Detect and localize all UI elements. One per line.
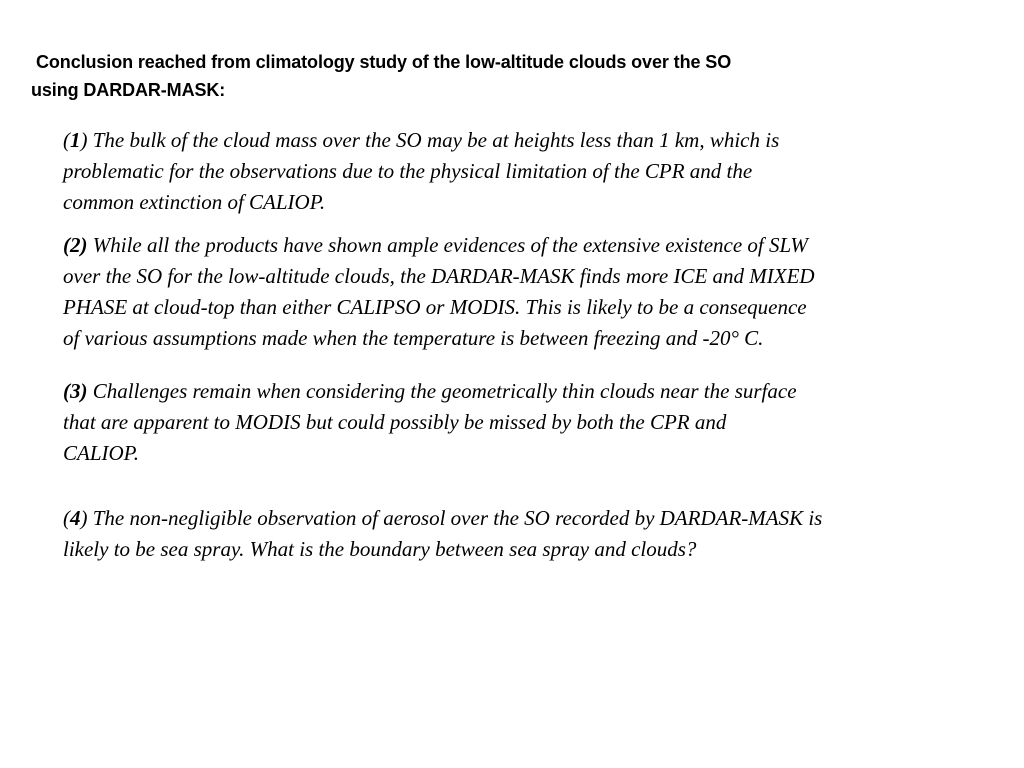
point-4-number: 4 (70, 506, 81, 530)
point-1-open-paren: ( (63, 128, 70, 152)
conclusion-point-2 (63, 230, 998, 354)
slide-title-line-1: Conclusion reached from climatology study of the low-altitude clouds over the SO (36, 52, 732, 72)
point-4-text-line: The non-negligible observation of aerosol over the SO recorded by DARDAR-MASK is (87, 506, 823, 530)
point-2-line-4: of various assumptions made when the temperature is between freezing and -20° C. (63, 326, 764, 350)
point-1-line-3: common extinction of CALIOP. (63, 190, 326, 214)
point-1-line-1 (63, 125, 998, 156)
point-4-open-paren: ( (63, 506, 70, 530)
point-2-open-paren: ( (63, 233, 70, 257)
slide-title-line-2: using DARDAR-MASK: (31, 80, 226, 100)
point-3-number: 3 (70, 379, 81, 403)
point-1-line-2: problematic for the observations due to the physical limitation of the CPR and the (63, 159, 753, 183)
point-1-text-line: The bulk of the cloud mass over the SO may be at heights less than 1 km, which is (87, 128, 780, 152)
point-2-line-3: PHASE at cloud-top than either CALIPSO or MODIS. This is likely to be a consequence (63, 295, 807, 319)
point-2-text-line: While all the products have shown ample evidences of the extensive existence of SLW (87, 233, 808, 257)
point-2-line-2: over the SO for the low-altitude clouds, the DARDAR-MASK finds more ICE and MIXED (63, 264, 815, 288)
point-2-line-1 (63, 230, 998, 261)
conclusion-point-3 (63, 376, 998, 469)
conclusion-point-4 (63, 503, 998, 565)
point-3-text-line: Challenges remain when considering the geometrically thin clouds near the surface (87, 379, 797, 403)
point-3-line-3: CALIOP. (63, 441, 140, 465)
point-3-close-paren: ) (80, 379, 88, 403)
point-2-close-paren: ) (80, 233, 88, 257)
point-1-number: 1 (70, 128, 81, 152)
point-3-line-1 (63, 376, 998, 407)
slide-title (31, 48, 931, 104)
point-4-close-paren: ) (80, 506, 88, 530)
point-4-line-2: likely to be sea spray. What is the boundary between sea spray and clouds? (63, 537, 697, 561)
point-4-line-1 (63, 503, 998, 534)
point-3-line-2: that are apparent to MODIS but could possibly be missed by both the CPR and (63, 410, 727, 434)
point-2-number: 2 (70, 233, 81, 257)
point-1-close-paren: ) (80, 128, 88, 152)
point-3-open-paren: ( (63, 379, 70, 403)
conclusion-point-1 (63, 125, 998, 218)
